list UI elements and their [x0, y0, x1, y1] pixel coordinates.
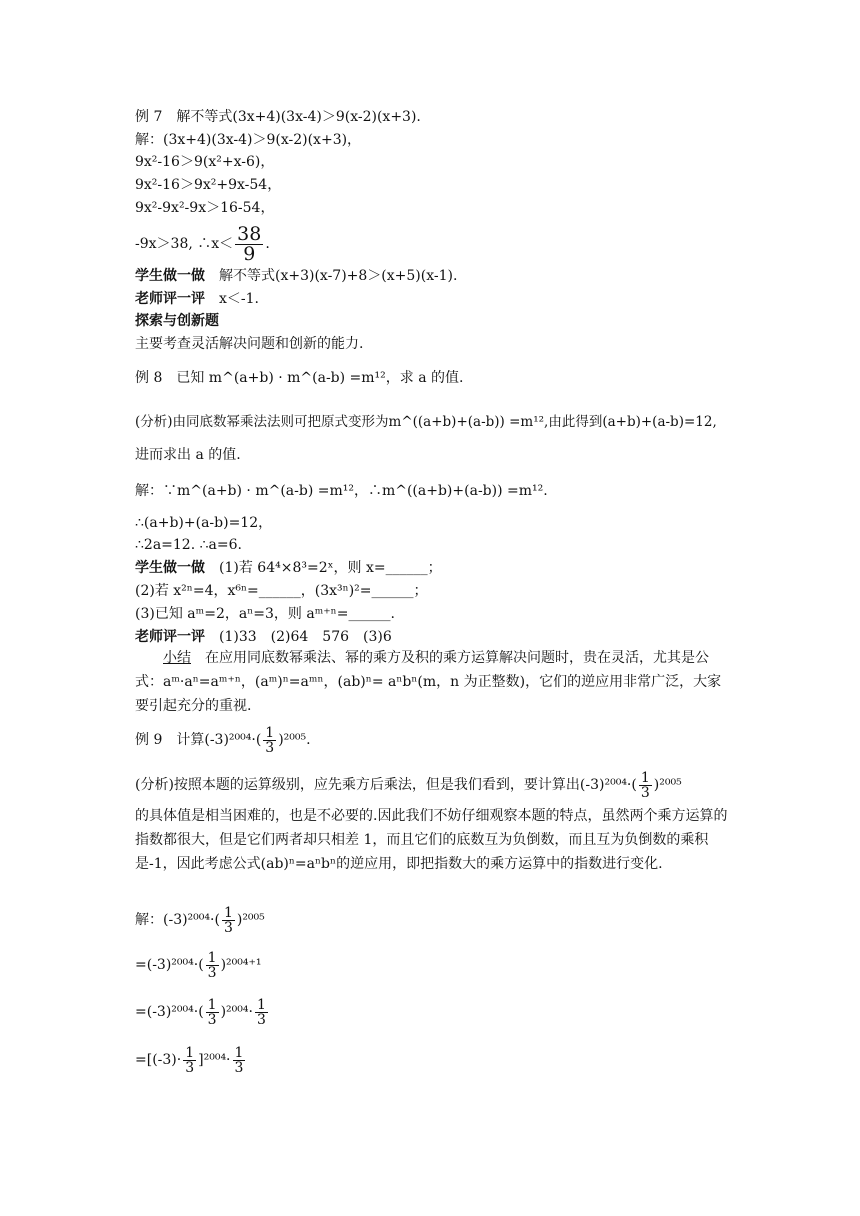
- student-try-8-line-2: (2)若 x²ⁿ=4，x⁶ⁿ=______，(3x³ⁿ)²=______；: [135, 583, 428, 599]
- numerator: 1: [207, 949, 217, 966]
- example-8-analysis-2: 进而求出 a 的值.: [135, 447, 241, 463]
- student-try-8: [135, 558, 442, 578]
- denominator: 3: [256, 1011, 266, 1028]
- analysis-b: )²⁰⁰⁵: [653, 777, 682, 793]
- example-9-solution-2: [135, 945, 262, 985]
- denominator: 3: [207, 1011, 217, 1028]
- denominator: 3: [207, 964, 217, 981]
- solution-4-a: =[(-3)·: [135, 1052, 182, 1068]
- example-7-line-4: 9x²-9x²-9x＞16-54，: [135, 200, 275, 216]
- solution-2-b: )²⁰⁰⁴⁺¹: [220, 957, 262, 973]
- example-8-title: 例 8 已知 m^(a+b) · m^(a-b) =m¹²，求 a 的值.: [135, 370, 464, 386]
- example-7-line-3: 9x²-16＞9x²+9x-54，: [135, 177, 282, 193]
- example-7-title: 例 7 解不等式(3x+4)(3x-4)＞9(x-2)(x+3).: [135, 109, 421, 125]
- example-8-analysis-1: (分析)由同底数幂乘法法则可把原式变形为m^((a+b)+(a-b)) =m¹²,由此得到(a+b)+(a-b)=12,: [135, 414, 717, 430]
- example-9-analysis-2: 的具体值是相当困难的，也是不必要的.因此我们不妨仔细观察本题的特点，虽然两个乘方运算的指数都很大，但是它们两者却只相差 1，而且它们的底数互为负倒数，而且互为负倒数的乘积是-1，因此考虑公式(ab)ⁿ=aⁿbⁿ的逆应用，即把指数大的乘方运算中的指数进行变化.: [135, 808, 728, 872]
- solution-3-b: )²⁰⁰⁴·: [220, 1004, 253, 1020]
- example-7-line-5: [135, 222, 270, 266]
- numerator: 1: [234, 1044, 244, 1061]
- student-try-text: 解不等式(x+3)(x-7)+8＞(x+5)(x-1).: [205, 268, 458, 284]
- fraction-1-3: [206, 998, 219, 1027]
- fraction-1-3: [183, 1046, 196, 1075]
- solution-1-b: )²⁰⁰⁵: [236, 912, 265, 928]
- example-7-line-1: 解：(3x+4)(3x-4)＞9(x-2)(x+3)，: [135, 132, 362, 148]
- numerator: 1: [223, 904, 233, 921]
- fraction-38-9: [235, 222, 263, 265]
- denominator: 3: [234, 1059, 244, 1076]
- fraction-1-3: [222, 906, 235, 935]
- example-9-solution-1: [135, 900, 265, 940]
- example-9-analysis-1: [135, 765, 682, 805]
- numerator: 1: [207, 996, 217, 1013]
- denominator: 9: [243, 242, 256, 265]
- example-7-line-2: 9x²-16＞9(x²+x-6)，: [135, 154, 275, 170]
- section-description: 主要考查灵活解决问题和创新的能力.: [135, 336, 364, 352]
- example-8-solution-3: ∴2a=12. ∴a=6.: [135, 537, 242, 553]
- line-5-text: -9x＞38, ∴x＜: [135, 236, 234, 252]
- fraction-1-3: [263, 726, 276, 755]
- teacher-eval-7: [135, 289, 259, 309]
- solution-4-b: ]²⁰⁰⁴·: [198, 1052, 231, 1068]
- teacher-eval-text: x＜-1.: [205, 291, 259, 307]
- summary-paragraph: [107, 646, 735, 718]
- fraction-1-3-trailing: [233, 1046, 246, 1075]
- solution-1-a: 解：(-3)²⁰⁰⁴·(: [135, 912, 220, 928]
- example-8-solution-2: ∴(a+b)+(a-b)=12，: [135, 515, 273, 531]
- solution-2-a: =(-3)²⁰⁰⁴·(: [135, 957, 204, 973]
- numerator: 1: [640, 769, 650, 786]
- numerator: 1: [265, 724, 275, 741]
- teacher-eval-8: [135, 627, 392, 647]
- denominator: 3: [265, 739, 275, 756]
- teacher-eval-label: 老师评一评: [135, 629, 205, 645]
- solution-3-a: =(-3)²⁰⁰⁴·(: [135, 1004, 204, 1020]
- teacher-eval-label: 老师评一评: [135, 291, 205, 307]
- section-title: 探索与创新题: [135, 313, 219, 329]
- fraction-1-3-trailing: [255, 998, 268, 1027]
- student-try-7: [135, 266, 457, 286]
- fraction-1-3: [639, 771, 652, 800]
- student-try-label: 学生做一做: [135, 560, 205, 576]
- summary-text: 在应用同底数幂乘法、幂的乘方及积的乘方运算解决问题时，贵在灵活，尤其是公式：aᵐ·aⁿ=aᵐ⁺ⁿ，(aᵐ)ⁿ=aᵐⁿ，(ab)ⁿ= aⁿbⁿ(m，n 为正整数)，它们的逆应用非常广泛，大家要引起充分的重视.: [135, 650, 722, 714]
- period: .: [265, 236, 270, 252]
- student-try-8-line-3: (3)已知 aᵐ=2，aⁿ=3，则 aᵐ⁺ⁿ=______.: [135, 606, 395, 622]
- example-9-solution-3: [135, 992, 270, 1032]
- teacher-eval-text: (1)33 (2)64 576 (3)6: [205, 629, 392, 645]
- student-try-text-1: (1)若 64⁴×8³=2ˣ，则 x=______；: [205, 560, 442, 576]
- fraction-1-3: [206, 951, 219, 980]
- numerator: 1: [185, 1044, 195, 1061]
- example-9-title-b: )²⁰⁰⁵.: [278, 732, 311, 748]
- numerator: 38: [237, 222, 262, 245]
- example-8-solution-1: 解：∵m^(a+b) · m^(a-b) =m¹²，∴m^((a+b)+(a-b)) =m¹².: [135, 483, 548, 499]
- example-9-title: [135, 720, 311, 760]
- analysis-a: (分析)按照本题的运算级别，应先乘方后乘法，但是我们看到，要计算出(-3)²⁰⁰⁴·(: [135, 777, 637, 793]
- summary-label: 小结: [163, 650, 191, 666]
- denominator: 3: [640, 784, 650, 801]
- student-try-label: 学生做一做: [135, 268, 205, 284]
- example-9-title-a: 例 9 计算(-3)²⁰⁰⁴·(: [135, 732, 262, 748]
- denominator: 3: [185, 1059, 195, 1076]
- example-9-solution-4: [135, 1040, 247, 1080]
- denominator: 3: [223, 919, 233, 936]
- numerator: 1: [256, 996, 266, 1013]
